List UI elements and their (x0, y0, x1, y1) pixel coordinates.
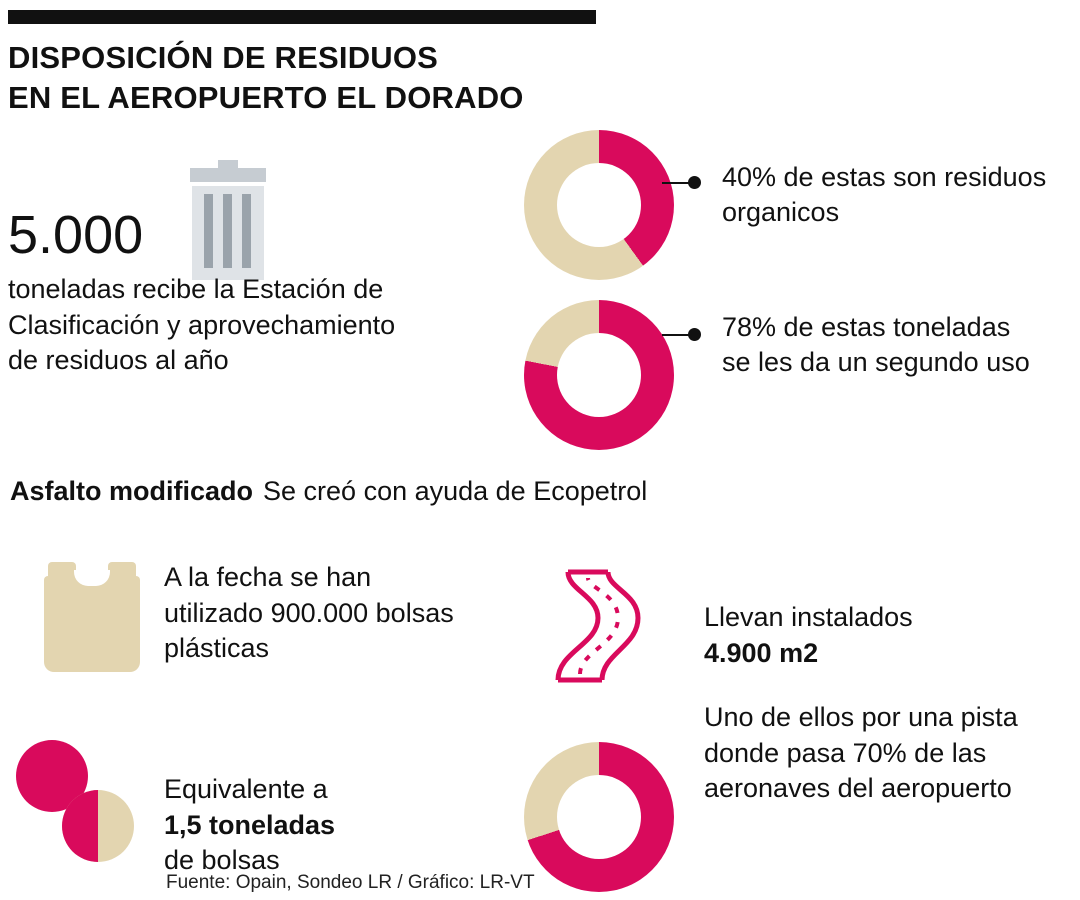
trash-slat (204, 194, 213, 268)
road-pre: Llevan instalados (704, 602, 913, 632)
trash-slat (242, 194, 251, 268)
title-line-1: DISPOSICIÓN DE RESIDUOS (8, 40, 439, 75)
section-heading-bold: Asfalto modificado (10, 476, 254, 506)
donut-chart-pista (524, 742, 674, 892)
donut-chart-organic (524, 130, 674, 280)
equiv-value: 1,5 toneladas (164, 809, 336, 840)
trash-slat (223, 194, 232, 268)
title-rule (8, 10, 596, 24)
plastic-bag-icon (44, 562, 140, 672)
road-icon (524, 568, 654, 684)
fact-equivalence (164, 772, 464, 879)
section-heading (10, 476, 647, 507)
equiv-post: de bolsas (164, 845, 280, 876)
fact-road-area (704, 600, 1034, 671)
fact-bags-text: A la fecha se han utilizado 900.000 bolsas plásticas (164, 562, 454, 664)
source-note: Fuente: Opain, Sondeo LR / Gráfico: LR-VT (166, 872, 535, 893)
fact-pista-text: Uno de ellos por una pista donde pasa 70% de las aeronaves del aeropuerto (704, 702, 1018, 804)
callout-organic: 40% de estas son residuos organicos (722, 162, 1047, 228)
donut-chart-second-use (524, 300, 674, 450)
title-line-2: EN EL AEROPUERTO EL DORADO (8, 79, 524, 115)
road-value: 4.900 m2 (704, 637, 819, 668)
equiv-pre: Equivalente a (164, 774, 328, 804)
bag-body (44, 576, 140, 672)
callout-second-use: 78% de estas toneladas se les da un segundo uso (722, 312, 1030, 378)
donut-hole (557, 163, 641, 247)
donut-hole (557, 775, 641, 859)
highlight-description: toneladas recibe la Estación de Clasificación y aprovechamiento de residuos al año (8, 274, 396, 376)
highlight-number: 5.000 (8, 205, 144, 265)
leader-dot-second-use (688, 328, 701, 341)
section-heading-rest: Se creó con ayuda de Ecopetrol (263, 476, 648, 506)
trash-lid (190, 168, 266, 182)
trash-bin-icon (182, 168, 274, 280)
page-title (8, 38, 648, 117)
two-circles-icon-secondary (62, 790, 134, 862)
leader-dot-organic (688, 176, 701, 189)
donut-hole (557, 333, 641, 417)
circle-half-fill (62, 790, 98, 862)
